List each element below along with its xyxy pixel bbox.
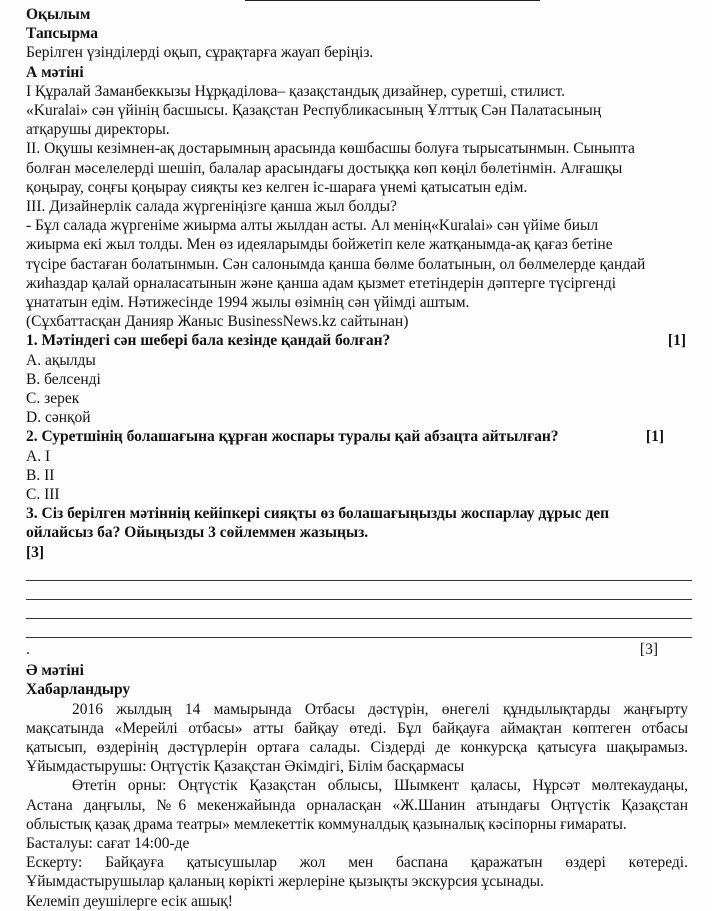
text-a-line: атқарушы директоры. <box>26 121 170 139</box>
text-a-line: - Бұл салада жүргеніме жиырма алты жылдан асты. Ал менің«Kuralai» сән үйіме биыл <box>26 217 599 235</box>
question-1-mark: [1] <box>667 332 686 350</box>
text-b-title: Ә мәтіні <box>26 662 84 680</box>
question-1-options <box>26 351 688 428</box>
answer-option: A. ақылды <box>26 351 96 369</box>
text-b-para-line: мақсатында «Мерейлі отбасы» атты байқау өтеді. Бұл байқауға аймақтан көптеген отбасы <box>26 719 688 737</box>
question-2-options <box>26 447 688 505</box>
question-2-mark: [1] <box>645 428 664 446</box>
welcome-text: Келеміп деушілерге есік ашық! <box>26 892 233 910</box>
instruction-text: Берілген үзінділерді оқып, сұрақтарға жауап беріңіз. <box>26 44 374 62</box>
answer-option: D. сәнқой <box>26 409 91 427</box>
text-b-paragraph-1 <box>26 700 688 758</box>
note-line: Ескерту: Байқауға қатысушылар жол мен баспана қаражатын өздері көтереді. <box>26 854 688 872</box>
venue-line: облыстық қазақ драма театры» мемлекеттік коммуналдық қазыналық кәсіпорны ғимараты. <box>26 815 627 833</box>
text-a-line: ұнататын едім. Нәтижесінде 1994 жылы өзімнің сән үйімді аштым. <box>26 294 470 312</box>
text-a-line: ІІ. Оқушы кезімнен-ақ достарымның арасында көшбасшы болуға тырысатынмын. Сыныпта <box>26 140 635 158</box>
text-a-line: түсіре бастаған болатынмын. Сән салонымда қанша бөлме болатынын, ол бөлмелерде қандай <box>26 255 646 273</box>
answer-option: B. белсенді <box>26 370 101 388</box>
text-a-line: жиһаздар қалай орналасатынын және қанша адам қызмет ететіндерін дәптерге түсіргенді <box>26 274 617 292</box>
text-a-line: ІІІ. Дизайнерлік салада жүргеніңізге қанша жыл болды? <box>26 198 397 216</box>
text-a-line: қоңырау, соңғы қоңырау сияқты кез келген іс-шараға үнемі қатысатын едім. <box>26 178 528 196</box>
text-a-title: А мәтіні <box>26 63 84 81</box>
question-3-bottom-mark: [3] <box>639 640 658 658</box>
worksheet-content <box>26 5 688 911</box>
venue-line: Астана даңғылы, №6 мекенжайында орналасқан «Ж.Шанин атындағы Оңтүстік Қазақстан <box>26 796 688 814</box>
answer-option: C. зерек <box>26 390 80 408</box>
answer-line-4[interactable] <box>26 619 692 638</box>
task-heading: Тапсырма <box>26 25 98 43</box>
text-a-line: (Сұхбаттасқан Данияр Жаныс BusinessNews.kz сайтынан) <box>26 313 409 331</box>
question-3-line-1: 3. Сіз берілген мәтіннің кейіпкері сияқты өз болашағыңызды жоспарлау дұрыс деп <box>26 505 610 523</box>
answer-option: С. ІІІ <box>26 486 60 504</box>
start-time: Басталуы: сағат 14:00-де <box>26 834 190 852</box>
question-2-text: 2. Суретшінің болашағына құрған жоспары туралы қай абзацта айтылған? <box>26 428 559 446</box>
text-b-para-line: 2016 жылдың 14 мамырында Отбасы дәстүрін, өнегелі құндылықтарды жаңғырту <box>72 700 688 718</box>
note-line: Ұйымдастырушылар қаланың көрікті жерлеріне қызықты экскурсия ұсынады. <box>26 873 544 891</box>
answer-option: А. І <box>26 447 51 465</box>
text-a-line: болған мәселелерді шешіп, балалар арасындағы достыққа көп көңіл бөлетінмін. Алғашқы <box>26 159 623 177</box>
text-a-line: «Kuralai» сән үйінің басшысы. Қазақстан Республикасының Ұлттық Сән Палатасының <box>26 102 602 120</box>
section-heading-reading: Оқылым <box>26 6 91 23</box>
venue-line: Өтетін орны: Оңтүстік Қазақстан облысы, Шымкент қаласы, Нұрсәт мөлтекаудаңы, <box>72 777 688 795</box>
text-b-subtitle: Хабарландыру <box>26 681 131 699</box>
question-3-line-2: ойлайсыз ба? Ойыңызды 3 сөйлеммен жазыңыз. <box>26 524 369 542</box>
top-answer-line <box>245 0 540 1</box>
organizers-text: Ұйымдастырушы: Оңтүстік Қазақстан Әкімдігі, Білім басқармасы <box>26 758 465 776</box>
text-a-line: жиырма екі жыл толды. Мен өз идеяларымды бойжетіп келе жатқанымда-ақ қағаз бетіне <box>26 236 613 254</box>
text-a-line: І Құралай Заманбеккызы Нұрқаділова– қазақстандық дизайнер, суретші, стилист. <box>26 82 566 100</box>
answer-line-3[interactable] <box>26 600 692 619</box>
question-3-bottom-row <box>26 640 688 659</box>
venue-paragraph <box>26 776 688 834</box>
question-1-text: 1. Мәтіндегі сән шебері бала кезінде қандай болған? <box>26 332 391 350</box>
answer-option: В. ІІ <box>26 466 55 484</box>
question-2 <box>26 427 688 446</box>
answer-line-1[interactable] <box>26 562 692 581</box>
question-1 <box>26 331 688 350</box>
answer-line-2[interactable] <box>26 581 692 600</box>
answer-dot: . <box>26 640 30 658</box>
text-b-para-line: қатысып, өздерінің дәстүрлерін ортаға салады. Сіздерді де конкурсқа қатысуға шақырамыз. <box>26 738 688 756</box>
question-3-mark: [3] <box>26 543 45 561</box>
text-a-body <box>26 82 688 332</box>
